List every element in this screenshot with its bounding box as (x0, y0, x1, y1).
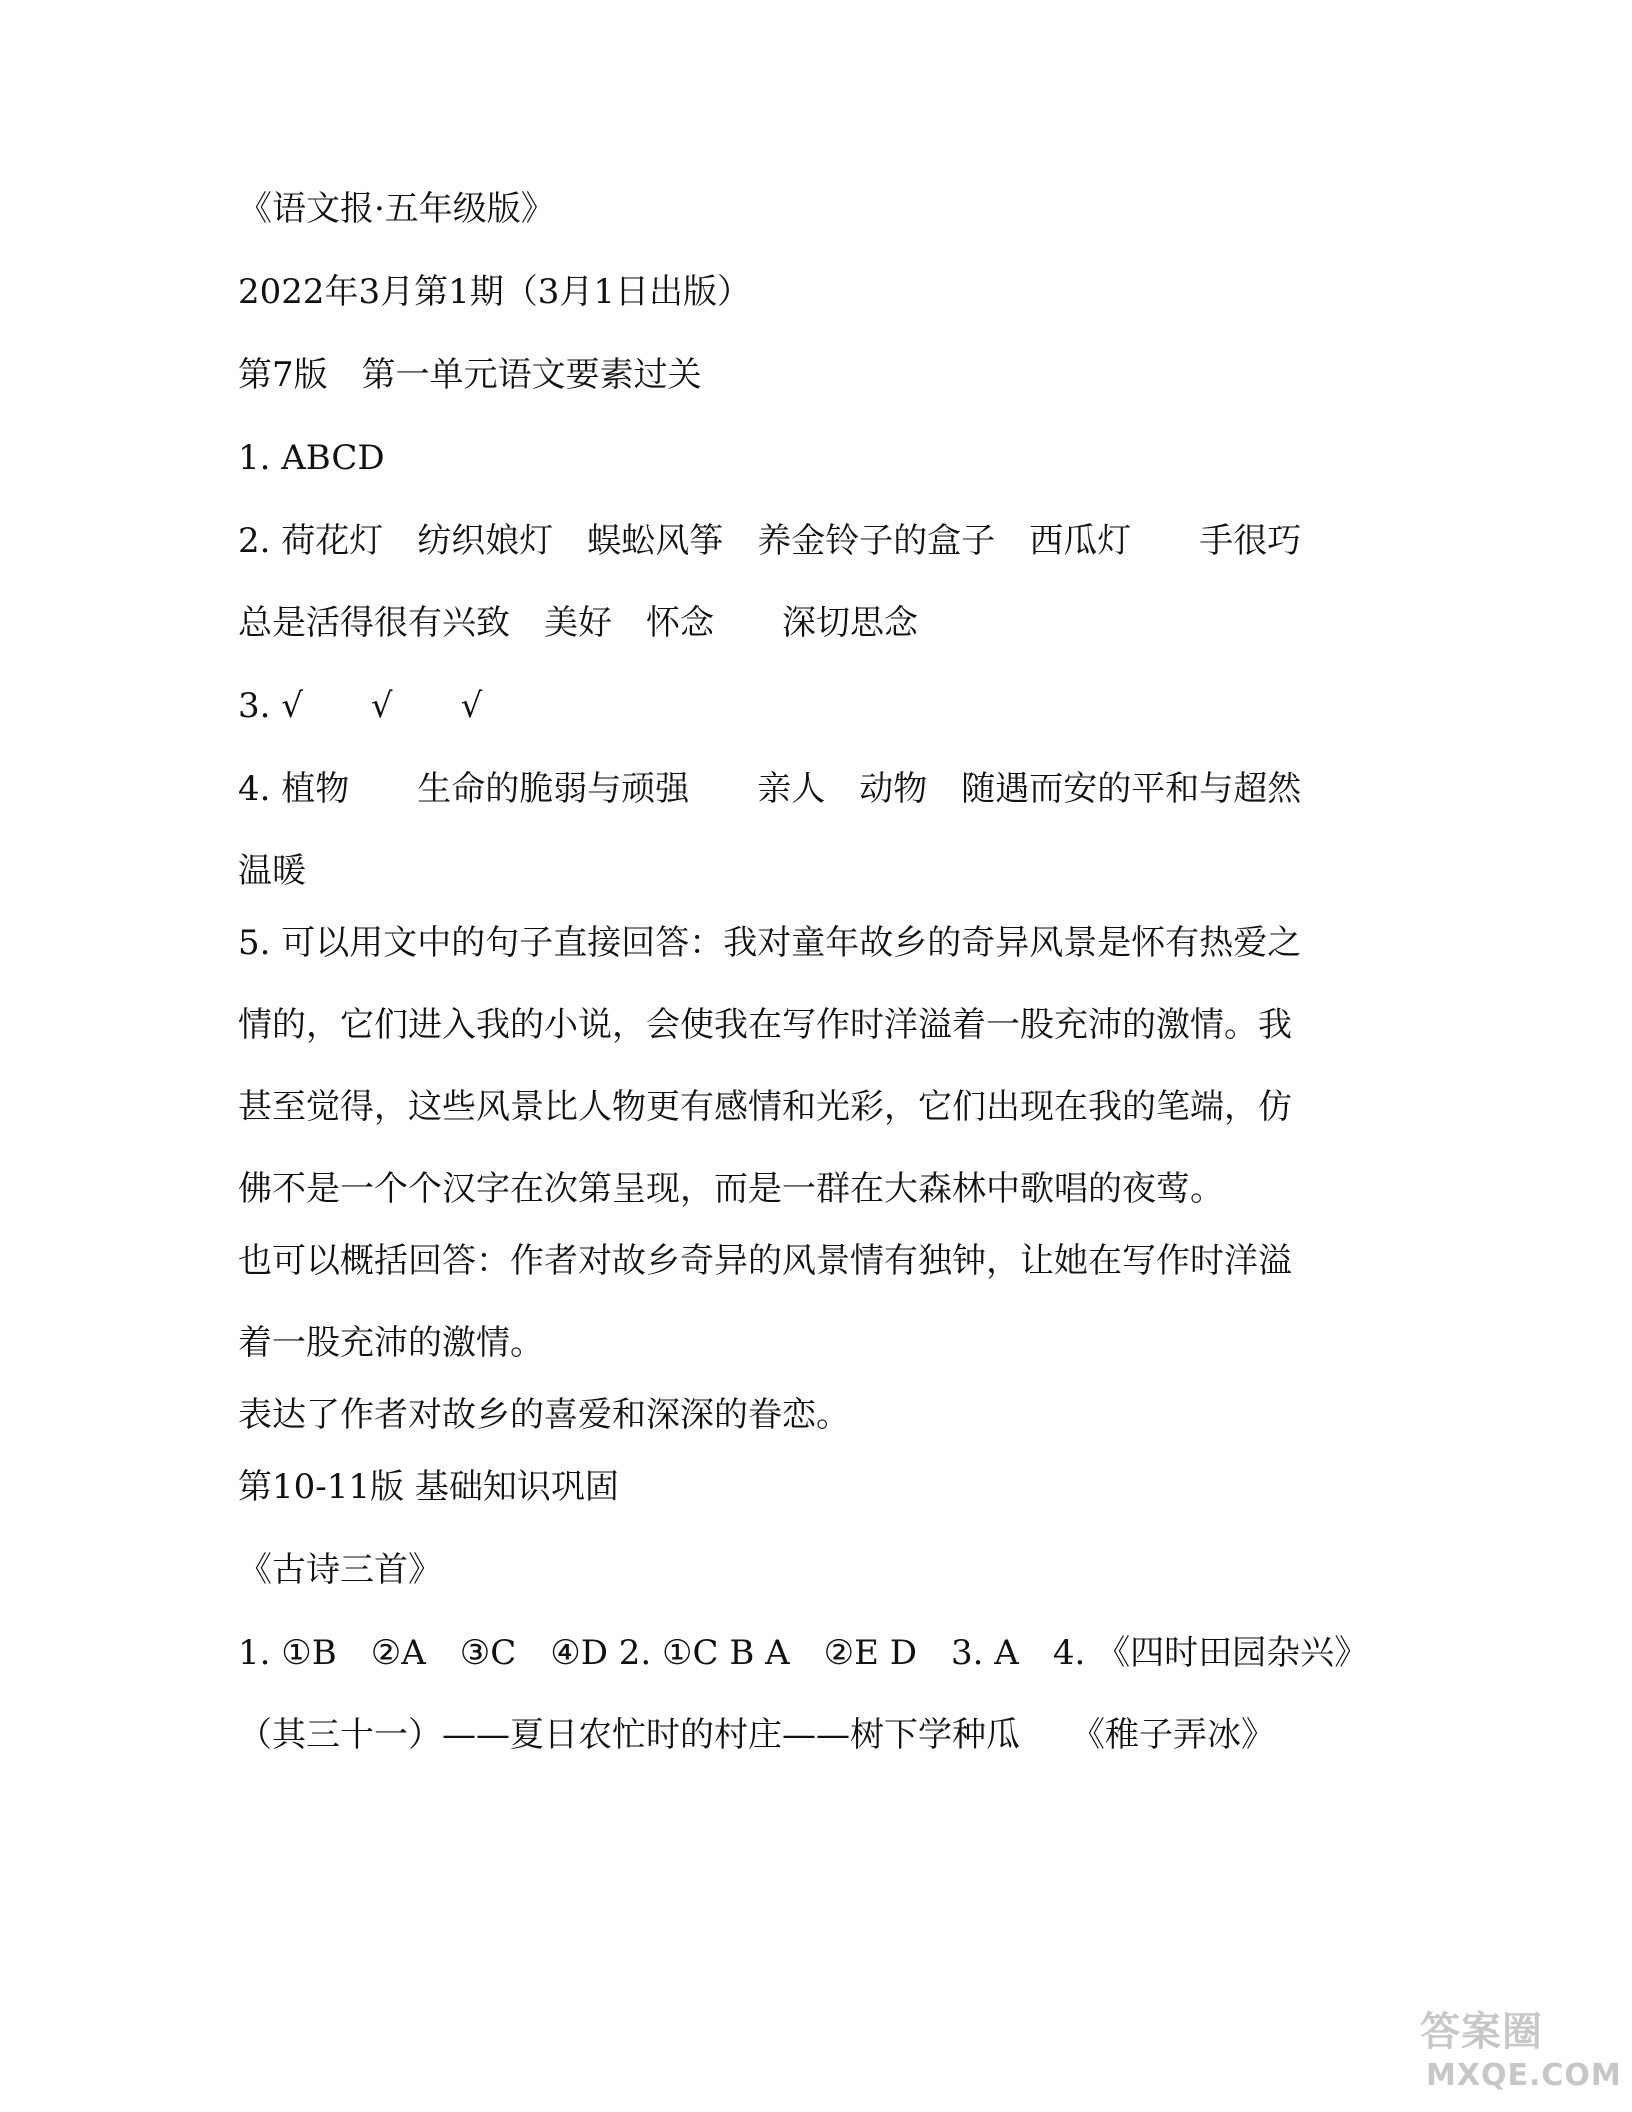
issue-date: 2022年3月第1期（3月1日出版） (238, 272, 752, 312)
poem-answers-line-1: 1. ①B ②A ③C ④D 2. ①C B A ②E D 3. A 4. 《四时田园杂兴》 (238, 1633, 1369, 1673)
answer-5-summary: 表达了作者对故乡的喜爱和深深的眷恋。 (238, 1395, 850, 1435)
section-heading-page10-11: 第10-11版 基础知识巩固 (238, 1467, 619, 1507)
answer-2-line-1: 2. 荷花灯 纺织娘灯 蜈蚣风筝 养金铃子的盒子 西瓜灯 手很巧 (238, 521, 1302, 561)
poem-answers-line-2: （其三十一）——夏日农忙时的村庄——树下学种瓜 《稚子弄冰》 (238, 1715, 1275, 1755)
site-watermark (1420, 2008, 1622, 2104)
answer-5-line-4: 佛不是一个个汉字在次第呈现，而是一群在大森林中歌唱的夜莺。 (238, 1169, 1224, 1209)
watermark-domain: MXQE.COM (1426, 2058, 1622, 2093)
answer-5-line-1: 5. 可以用文中的句子直接回答：我对童年故乡的奇异风景是怀有热爱之 (238, 923, 1302, 963)
newspaper-title: 《语文报·五年级版》 (238, 189, 555, 229)
answer-5-alt-line-1: 也可以概括回答：作者对故乡奇异的风景情有独钟，让她在写作时洋溢 (238, 1241, 1292, 1281)
document-page (238, 188, 1428, 1756)
answer-5-line-2: 情的，它们进入我的小说，会使我在写作时洋溢着一股充沛的激情。我 (238, 1005, 1292, 1045)
answer-5-line-3: 甚至觉得，这些风景比人物更有感情和光彩，它们出现在我的笔端，仿 (238, 1087, 1292, 1127)
answer-1: 1. ABCD (238, 438, 385, 478)
watermark-logo-text: 答案圈 (1420, 2008, 1543, 2055)
answer-4-line-2: 温暖 (238, 851, 306, 891)
answer-3: 3. √ √ √ (238, 686, 483, 726)
answer-2-line-2: 总是活得很有兴致 美好 怀念 深切思念 (238, 603, 918, 643)
answer-5-alt-line-2: 着一股充沛的激情。 (238, 1323, 544, 1363)
answer-4-line-1: 4. 植物 生命的脆弱与顽强 亲人 动物 随遇而安的平和与超然 (238, 769, 1302, 809)
subsection-title: 《古诗三首》 (238, 1550, 442, 1590)
section-heading-page7: 第7版 第一单元语文要素过关 (238, 355, 702, 395)
